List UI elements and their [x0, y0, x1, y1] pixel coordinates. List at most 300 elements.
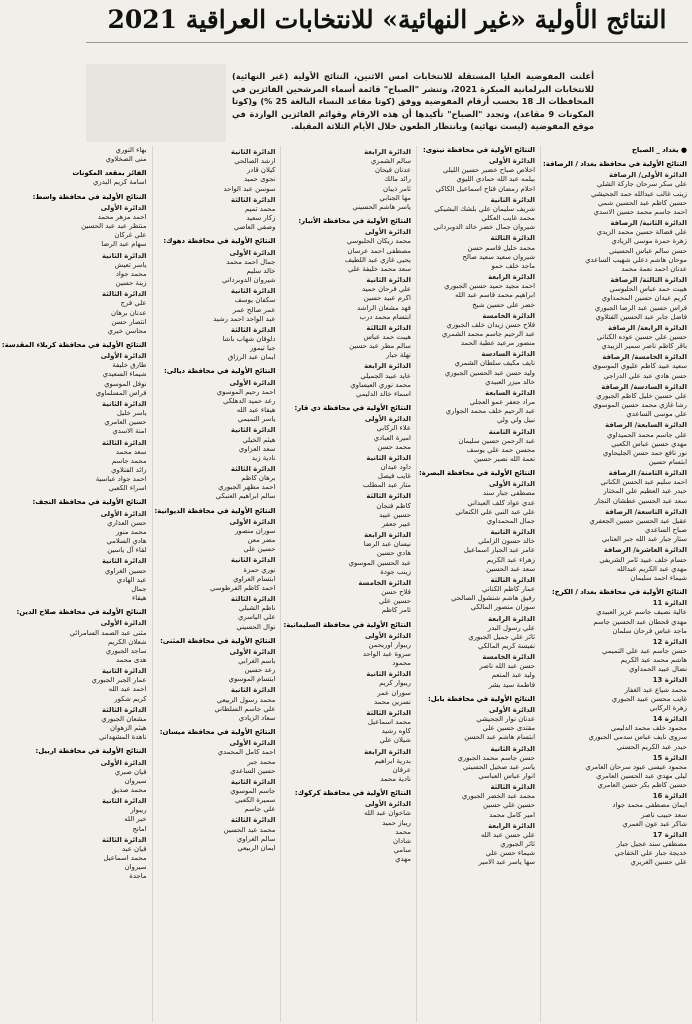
winner-name: احمد كامل المحمدي: [217, 748, 276, 757]
district-heading: الدائرة 14: [652, 715, 687, 724]
winner-name: غايب محسن عبيد الجبوري: [611, 694, 687, 703]
winner-name: خير الله: [124, 815, 147, 824]
winner-name: عبير جعفر: [381, 519, 411, 528]
district-heading: الدائرة الأولى: [365, 800, 411, 809]
winner-name: عمار الجبر الجبوري: [91, 676, 147, 685]
winner-name: محمد عبد الخضر الجبوري: [461, 792, 536, 801]
winner-name: زكار سعيد: [246, 214, 276, 223]
province-heading: النتائج الأولية في محافظة ميسان:: [159, 728, 276, 737]
winner-name: منصور مرعيد عطية الحمد: [460, 339, 536, 348]
district-heading: الدائرة الأولى: [489, 705, 536, 714]
winner-name: نفيسة كريم المالكي: [477, 641, 536, 650]
winner-name: سامي: [393, 846, 411, 855]
district-heading: الدائرة الثانية: [490, 528, 536, 537]
district-heading: الدائرة الثالثة: [230, 816, 276, 825]
district-heading: الدائرة السابعة: [485, 388, 536, 397]
winner-name: حسين علي: [243, 545, 276, 554]
district-heading: الدائرة الرابعة/ الرصافة: [608, 323, 687, 332]
winner-name: محسن حمد علي يوسف: [466, 445, 536, 454]
district-heading: الدائرة الأولى: [229, 248, 276, 257]
winner-name: جيا تيمور: [249, 344, 276, 353]
blank-corner-block: [86, 64, 226, 142]
winner-name: انتصار حسن: [111, 317, 147, 326]
winner-name: ارشد الصالحي: [234, 157, 276, 166]
district-heading: الدائرة الرابعة: [488, 273, 536, 282]
winner-name: ماجد عباس فرحان سلمان: [612, 626, 687, 635]
winner-name: سيروان: [124, 776, 147, 785]
winner-name: محاسن خيري: [107, 326, 147, 335]
winner-name: شيماء احمد سليمان: [630, 573, 687, 582]
winner-name: فيان عبد: [122, 844, 147, 853]
winner-name: فلاح حسن زيدان خلف الجبوري: [446, 320, 536, 329]
winner-name: فاطمة سيد بشر: [488, 680, 536, 689]
winner-name: سعيد عبيد كاظم عليوي الموسوي: [592, 362, 687, 371]
winner-name: غايب فيصل: [377, 472, 411, 481]
winner-name: وصفي العاصي: [233, 223, 276, 232]
winner-name: خالد ميزر العبيدي: [485, 377, 536, 386]
winner-name: نوفل الموسوي: [104, 379, 147, 388]
district-heading: الدائرة 17: [652, 830, 687, 839]
district-heading: الدائرة الخامسة: [358, 578, 411, 587]
winner-name: ياسر تعيش: [114, 260, 147, 269]
district-heading: الدائرة الثالثة: [230, 595, 276, 604]
winner-name: حسين علي حسين: [483, 801, 536, 810]
winner-name: هيثم الخيلي: [242, 435, 276, 444]
district-heading: الدائرة السابعة/ الرصافة: [605, 421, 687, 430]
winner-name: نعمة الله نصير حسين: [474, 455, 536, 463]
winner-name: عدي عواد كلف العيداني: [467, 498, 536, 507]
winner-name: حسين كاظم عبد الحسين شمي: [597, 198, 687, 207]
winner-name: ايمان عبد الرزاق: [227, 353, 276, 362]
winner-name: محمد منور: [115, 527, 147, 536]
district-heading: الدائرة 12: [652, 637, 687, 646]
winner-name: جمال احمد محمد: [226, 257, 276, 266]
winner-name: احمد سليم عبد الحسن الكناني: [600, 478, 687, 487]
intro-paragraph: أعلنت المفوضية العليا المستقلة للانتخابات امس الاثنين، النتائج الأولية (غير النهائية) للانتخابات البرلمانية المبكرة 2021، وتنشر "الصباح" قائمة أسماء المرشحين الفائزين في المحافظات الـ 18 بحسب أرقام المفوضية ووفق (كوتا مقاعد النساء البالغة 25 %) و(كوتا المكونات 9 مقاعد)، وتجدد "الصباح" تأكيدها أن هذه الارقام وقوائم الفائزين الواردة في موقع المفوضية (ليست نهائية) وبانتظار الطعون خلال الأيام الثلاثة المقبلة.: [232, 71, 594, 132]
winner-name: عقيل عبد الحسين حسين الجعفري: [589, 516, 687, 525]
district-heading: الدائرة الأولى: [100, 619, 147, 628]
winner-name: ابتسام حسين: [648, 458, 687, 466]
winner-name: فراس المسلماوي: [95, 388, 147, 397]
winner-name: جاسم الموسوي: [230, 787, 276, 795]
winner-name: سروة عبد الواحد: [362, 649, 411, 658]
winner-name: محمود خلف محمد الدليمي: [610, 724, 687, 733]
winner-name: محمود: [392, 659, 411, 668]
winner-name: زينة حسين: [115, 279, 147, 288]
winner-name: وليد عبد المنعم: [491, 671, 536, 680]
province-heading: النتائج الأولية في محافظة المثنى:: [160, 636, 276, 645]
winner-name: نور نافع حمد حسن الجليحاوي: [602, 448, 687, 457]
winner-name: احمد رحيم الموسوي: [216, 387, 276, 396]
district-heading: الدائرة الأولى: [365, 415, 411, 424]
winner-name: سوسن عبد الواحد: [223, 184, 276, 193]
winner-name: ياسر خليل: [116, 409, 147, 418]
district-heading: الدائرة الثالثة: [101, 290, 147, 299]
winner-name: سعد محمد خليفة علي: [348, 264, 411, 273]
district-heading: الدائرة الثانية: [230, 556, 276, 565]
winner-name: سعد عبد الحسين عطشان النجار: [594, 496, 687, 505]
winner-name: حسن هادي عبد علي الدراجي: [603, 371, 687, 380]
winner-name: محمد اسماعيل: [367, 718, 411, 727]
winner-name: علي عبد النبي علي الكنعاني: [455, 507, 536, 516]
winner-name: داود عيدان: [380, 463, 411, 471]
district-heading: الدائرة الرابعة: [364, 747, 411, 756]
district-heading: الدائرة الأولى: [229, 647, 276, 656]
winner-name: فهد مشعان الراشد: [357, 303, 411, 312]
winner-name: سوران منصور: [234, 526, 276, 535]
district-heading: الدائرة الأولى: [489, 157, 536, 166]
winner-name: علي رسول البدر: [487, 623, 536, 632]
winner-name: خالد سليم: [246, 266, 276, 275]
source-line: ● بغداد _ الصباح: [631, 146, 687, 154]
district-heading: الدائرة الثانية: [101, 797, 147, 806]
district-heading: الدائرة السادسة: [481, 350, 536, 359]
winner-name: ابتسام هاشم عبد الحسن: [464, 733, 536, 742]
winner-name: خالد حسون الزاملي: [478, 537, 536, 546]
winner-name: سعد محمد: [115, 447, 147, 456]
winner-name: حسن سالم عباس الحسيني: [609, 246, 687, 255]
winner-name: عرفان: [392, 765, 411, 774]
winner-name: مهدي: [395, 855, 411, 864]
winner-name: ابتسام الموسوي: [228, 675, 276, 684]
winner-name: رائد مالك: [384, 175, 411, 184]
district-heading: الدائرة الثالثة: [230, 325, 276, 334]
winner-name: ناهدة المشهداني: [98, 733, 147, 742]
district-heading: الدائرة الرابعة: [364, 362, 411, 371]
district-heading: الدائرة الأولى: [489, 480, 536, 489]
winner-name: علي الياسري: [237, 613, 276, 622]
province-heading: النتائج الأولية في محافظة ديالى:: [164, 367, 276, 376]
winner-name: وليد حسن عبد الحسين الجبوري: [444, 368, 536, 377]
district-heading: الدائرة الخامسة/ الرصافة: [602, 353, 687, 362]
winner-name: محمد شياع عبد الغفار: [624, 685, 687, 694]
province-heading: النتائج الأولية في محافظة السليمانية:: [283, 620, 411, 629]
winner-name: رشا غازي محمد حسين الموسوي: [592, 401, 687, 410]
winner-name: حسين الساعدي: [230, 766, 276, 775]
winner-name: حيدر عبد الكريم الحسني: [616, 742, 687, 751]
winner-name: سوزان منصور المالكي: [470, 603, 536, 612]
winner-name: يحيى غازي عبد اللطيف: [344, 255, 411, 264]
winner-name: حسن جاسم عبد علي التميمي: [602, 646, 687, 655]
winner-name: حسين علي: [378, 597, 411, 606]
province-heading: النتائج الأولية في محافظة واسط:: [32, 192, 147, 201]
winner-name: عدنان نوار الجحيشي: [476, 715, 536, 724]
winner-name: علي غركان: [114, 231, 147, 240]
winner-name: صباح الساعدي: [644, 526, 687, 535]
province-heading: النتائج الأولية في محافظة كركوك:: [294, 789, 411, 798]
results-column-4: [152, 146, 278, 1022]
winner-name: عبد الهادي: [116, 575, 147, 584]
winner-name: محمد جاسم: [111, 456, 147, 465]
winner-name: ايمان مصطفى محمد جواد: [612, 801, 687, 810]
winner-name: مقتدى حسين علي: [482, 724, 536, 733]
district-heading: الدائرة الرابعة: [488, 614, 536, 623]
district-heading: الدائرة الثامنة/ الرصافة: [608, 469, 687, 478]
winner-name: ريبوار كريم: [379, 679, 411, 688]
winner-name: اسامة كريم البدري: [92, 178, 147, 187]
winner-name: اميرة العبادي: [373, 433, 411, 442]
winner-name: نادية زيد: [251, 453, 276, 462]
winner-name: نسرين محمد: [374, 697, 411, 706]
district-heading: الدائرة الثانية: [366, 453, 411, 462]
province-heading: النتائج الأولية في محافظة كربلاء المقدسة:: [1, 340, 147, 349]
winner-name: شيماء حسن علي: [485, 849, 536, 858]
winner-name: علي حسين خليل كاظم الجبوري: [596, 391, 687, 400]
district-heading: الدائرة الثانية: [230, 686, 276, 695]
province-heading: الفائز بمقعد المكونات: [72, 169, 147, 178]
winner-name: اسماء خالد الدليمي: [355, 389, 411, 398]
winner-name: ثائر الجبوري: [500, 840, 536, 849]
winner-name: بيلمه عبد الله حمادي الليوي: [456, 175, 536, 184]
winner-name: اكرم عبيد حسين: [363, 294, 411, 303]
winner-name: محمد نوري العيساوي: [350, 380, 411, 389]
winner-name: محمد عبد الحسين: [223, 825, 276, 834]
province-heading: النتائج الأولية في محافظة بغداد / الرصافة:: [543, 160, 687, 169]
winner-name: شعلان الكريم: [107, 637, 147, 646]
results-column-5: [0, 146, 149, 1022]
winner-name: ريبوار: [130, 806, 147, 815]
winner-name: مشعان الجبوري: [101, 714, 147, 723]
winner-name: نوري حمزة: [243, 565, 276, 574]
winner-name: محمد: [395, 827, 411, 836]
winner-name: نجوى حميد: [244, 175, 276, 184]
district-heading: الدائرة الثانية: [366, 670, 411, 679]
winner-name: هادي حسين: [376, 549, 411, 558]
winner-name: علي جاسم السلطاني: [214, 704, 276, 713]
winner-name: عمار كاظم الكناني: [482, 585, 536, 594]
winner-name: مصطفى سند عجيل جبار: [616, 840, 687, 849]
district-heading: الدائرة الأولى: [229, 378, 276, 387]
province-heading: النتائج الأولية في محافظة دهوك:: [163, 237, 276, 246]
winner-name: عمر صالح عمر: [232, 305, 276, 314]
winner-name: هدى محمد: [115, 655, 147, 664]
winner-name: شيروان سعيد سعيد صالح: [462, 252, 536, 261]
district-heading: الدائرة الثالثة/ الرصافة: [610, 276, 687, 285]
district-heading: الدائرة الرابعة: [364, 148, 411, 156]
winner-name: عبد الرحمن حسين سليمان: [458, 436, 536, 445]
winner-name: زينب جودة: [380, 567, 411, 576]
winner-name: ريبوار اوريحمن: [368, 640, 411, 649]
winner-name: محمد جبر: [247, 757, 276, 766]
district-heading: الدائرة الثانية: [101, 667, 147, 676]
winner-name: نادية محمد: [380, 775, 411, 783]
winner-name: نايف مكيف سلطان الشمري: [454, 359, 536, 368]
winner-name: ابراهيم محمد قاسم عبد الله: [455, 291, 536, 300]
district-heading: الدائرة الرابعة: [364, 531, 411, 540]
winner-name: سالم مطر عبد حسين: [349, 342, 411, 351]
winner-name: كاوه رشيد: [381, 727, 411, 736]
winner-name: فاضل جابر عبد الحسين الفتلاوي: [595, 312, 687, 321]
winner-name: خديجة جبار علي الخفاجي: [614, 849, 687, 858]
winner-name: جمال المحمداوي: [486, 516, 536, 525]
winner-name: هيفاء: [132, 594, 147, 603]
winner-name: علي جاسم محمد الحميداوي: [607, 430, 687, 439]
district-heading: الدائرة الثالثة: [366, 492, 411, 501]
district-heading: الدائرة العاشرة/ الرصافة: [603, 546, 687, 555]
winner-name: سالم الشمري: [370, 157, 411, 166]
district-heading: الدائرة الثانية: [101, 557, 147, 566]
winner-name: مصطفى احمد عرسان: [347, 246, 411, 255]
winner-name: فلاح حسن: [381, 588, 411, 597]
winner-name: زهراء عبد الكريم: [486, 555, 536, 564]
winner-name: مهدي حسين عباس الكعبي: [611, 439, 687, 448]
winner-name: شيلان علي: [379, 736, 411, 745]
winner-name: رائد الفتلاوي: [111, 466, 147, 474]
winner-name: زينب غالب عبدالله حمد الجحيشي: [591, 189, 687, 198]
winner-name: ساجد الجبوري: [105, 646, 147, 655]
province-heading: النتائج الأولية في محافظة صلاح الدين:: [16, 608, 147, 617]
district-heading: الدائرة 11: [652, 599, 687, 608]
winner-name: شاكر عبد عون العمري: [622, 819, 687, 828]
district-heading: الدائرة الأولى/ الرصافة: [608, 171, 687, 180]
winner-name: ليلى مهدي عبد الحسين العامري: [596, 772, 687, 780]
winner-name: محمد خليل قاسم حسن: [467, 243, 536, 252]
province-heading: النتائج الأولية في محافظة بغداد / الكرخ:: [551, 588, 687, 597]
district-heading: الدائرة الثانية: [101, 399, 147, 408]
winner-name: فراس حسين عبد الرضا الجبوري: [594, 303, 687, 312]
winner-name: سعد عبد الحسين: [486, 564, 536, 573]
district-heading: الدائرة الأولى: [100, 509, 147, 518]
winner-name: علي حسن عبد الله: [480, 830, 536, 839]
winner-name: شيماء السعيدي: [102, 370, 147, 379]
winner-name: عبد الرحيم خلف محمد الجواري: [445, 407, 536, 416]
district-heading: الدائرة السادسة/ الرصافة: [601, 382, 687, 391]
winner-name: حسين الغراوي: [104, 566, 147, 575]
winner-name: محمود عيسى عبود سرحان العامري: [585, 762, 687, 771]
winner-name: شاخوان عبد الله: [364, 809, 411, 818]
winner-name: ستار جبار عبد الله جبر العتابي: [601, 535, 687, 544]
district-heading: الدائرة الثانية: [230, 148, 276, 156]
headline: النتائج الأولية «غير النهائية» للانتخابات العراقية 2021: [107, 5, 667, 34]
district-heading: الدائرة 13: [652, 676, 687, 685]
district-heading: الدائرة الثانية: [490, 744, 536, 753]
district-heading: الدائرة الأولى: [229, 739, 276, 748]
winner-name: شادان: [393, 836, 411, 845]
winner-name: مضر معن: [247, 536, 276, 545]
winner-name: حسن جاسم محمد الجبوري: [457, 753, 536, 762]
winner-name: ايمان الربيعي: [237, 843, 276, 852]
winner-name: علي سكر سرحان جاركة الشلي: [596, 180, 687, 189]
winner-name: باقر كاظم ناصر سمير الزبيدي: [601, 342, 687, 351]
winner-name: سالم الغراوي: [236, 834, 276, 843]
winner-name: انوار عباس العباسي: [478, 772, 536, 780]
results-column-1: [540, 146, 689, 1022]
winner-name: عبد الواحد احمد رشيد: [213, 314, 276, 323]
winner-name: سها ياسر عبد الامير: [478, 858, 536, 867]
winner-name: كريم عيدان حسين المحمداوي: [601, 294, 687, 303]
winner-name: علي فرحان حميد: [361, 285, 411, 294]
winner-name: ابتسام محمد درب: [359, 312, 411, 321]
winner-name: نبيل ولي ولي: [496, 416, 536, 425]
winner-name: طارق خليفة: [112, 361, 147, 370]
winner-name: عدنان فيحان: [374, 166, 411, 175]
winner-name: هيبت حمد عباس الحلبوسي: [609, 285, 687, 294]
winner-name: اسراء الكعبي: [108, 484, 147, 493]
winner-name: عالية نصيف جاسم عزيز العبيدي: [596, 608, 687, 617]
winner-name: عايد عبيد الجميلي: [360, 371, 411, 380]
winner-name: عامر عبد الجبار اسماعيل: [463, 546, 536, 555]
district-heading: الدائرة الخامسة: [482, 311, 536, 320]
winner-name: ريباز حميد: [382, 818, 411, 827]
winner-name: زهرة الركابي: [649, 703, 687, 712]
winner-name: بدرية ابراهيم: [374, 756, 411, 765]
winner-name: سيروان: [124, 863, 147, 872]
district-heading: الدائرة الثالثة: [101, 438, 147, 447]
winner-name: ثائر علي جميل الجبوري: [468, 632, 536, 641]
winner-name: منار عبد المطلب: [362, 481, 411, 490]
winner-name: زهرة حمزة موسى الزيادي: [611, 237, 687, 246]
winner-name: حسين العامري: [104, 418, 147, 427]
district-heading: الدائرة الثالثة: [230, 465, 276, 473]
winner-name: منى الصخلاوي: [105, 155, 147, 164]
winner-name: شيروان الدوبرداني: [221, 276, 276, 285]
district-heading: الدائرة الثانية/ الرصافة: [610, 219, 687, 228]
winner-name: حسن عبد الله ناصر: [479, 662, 536, 671]
winner-name: احمد مزهر محمد: [97, 212, 147, 221]
winner-name: مهدي عبد الكريم عبدالله: [616, 564, 687, 573]
winner-name: اخلاص صباح خضير حسين الليلي: [442, 166, 536, 175]
winner-name: حسين علي حسين عوده الكناني: [596, 332, 687, 341]
winner-name: رفيق هاشم شنشول الصالحي: [450, 594, 536, 603]
district-heading: الدائرة الثالثة: [230, 195, 276, 204]
winner-name: هيفاء عبد الله: [236, 406, 276, 415]
winner-name: مراد جعفر عمو العجلي: [469, 398, 536, 407]
district-heading: الدائرة الثالثة: [490, 234, 536, 243]
winner-name: شريف سليمان علي بلشك البشيكي: [434, 204, 536, 213]
winner-name: كريم شكور: [114, 694, 147, 703]
winner-name: عدنان احمد نعمة محمد: [621, 264, 687, 273]
winner-name: امنة الاسدي: [112, 427, 147, 436]
district-heading: الدائرة الخامسة: [482, 653, 536, 662]
winner-name: حسين كاظم بكر حسن العامري: [597, 781, 687, 790]
province-heading: النتائج الأولية في محافظة الديوانية:: [154, 506, 276, 515]
headline-divider: [86, 42, 688, 43]
province-heading: النتائج الأولية في محافظة بابل:: [427, 694, 536, 703]
winner-name: نيسان عبد الرضا: [363, 540, 411, 549]
winner-name: مها الجنابي: [379, 193, 411, 202]
district-heading: الدائرة الثانية: [230, 287, 276, 296]
winner-name: شيروان جمال خضر خالد الدوبرداني: [433, 223, 536, 232]
district-heading: الدائرة 15: [652, 753, 687, 762]
district-heading: الدائرة الأولى: [229, 517, 276, 526]
winner-name: هادي السلامي: [106, 537, 147, 546]
winner-name: سميرة الكعبي: [235, 796, 276, 805]
winner-name: ياسر هاشم الحسيني: [352, 202, 411, 211]
winner-name: سعد حبيب ناصر: [641, 810, 687, 819]
district-heading: الدائرة الثالثة: [366, 323, 411, 332]
winner-name: احمد جواد عباسية: [95, 475, 147, 484]
winner-name: عبد الرحيم جاسم محمد الشمري: [441, 329, 536, 338]
district-heading: الدائرة الأولى: [100, 203, 147, 212]
winner-name: رعد حسين: [244, 666, 276, 675]
winner-name: كيلان قادر: [246, 166, 276, 175]
winner-name: احمد عبد الله: [108, 685, 147, 694]
district-heading: الدائرة الثانية: [230, 426, 276, 435]
winner-name: خضر علي حسين شيخ: [472, 300, 536, 309]
winner-name: محمد غايب العكلي: [481, 214, 536, 223]
winner-name: هيثم الزهوان: [109, 724, 147, 733]
winner-name: علي فضالة حسين محمد الزيدي: [596, 228, 687, 237]
district-heading: الدائرة التاسعة/ الرصافة: [605, 507, 687, 516]
district-heading: الدائرة الرابعة: [488, 821, 536, 830]
winner-name: امير كامل محمد: [489, 810, 536, 819]
results-column-3: [280, 146, 413, 1022]
winner-name: ثامر ذيبان: [383, 184, 411, 193]
winner-name: محمد اسماعيل: [103, 854, 147, 863]
winner-name: علي فرج: [120, 299, 147, 308]
results-columns: [1, 146, 689, 1022]
winner-name: محمد جواد: [115, 269, 147, 278]
